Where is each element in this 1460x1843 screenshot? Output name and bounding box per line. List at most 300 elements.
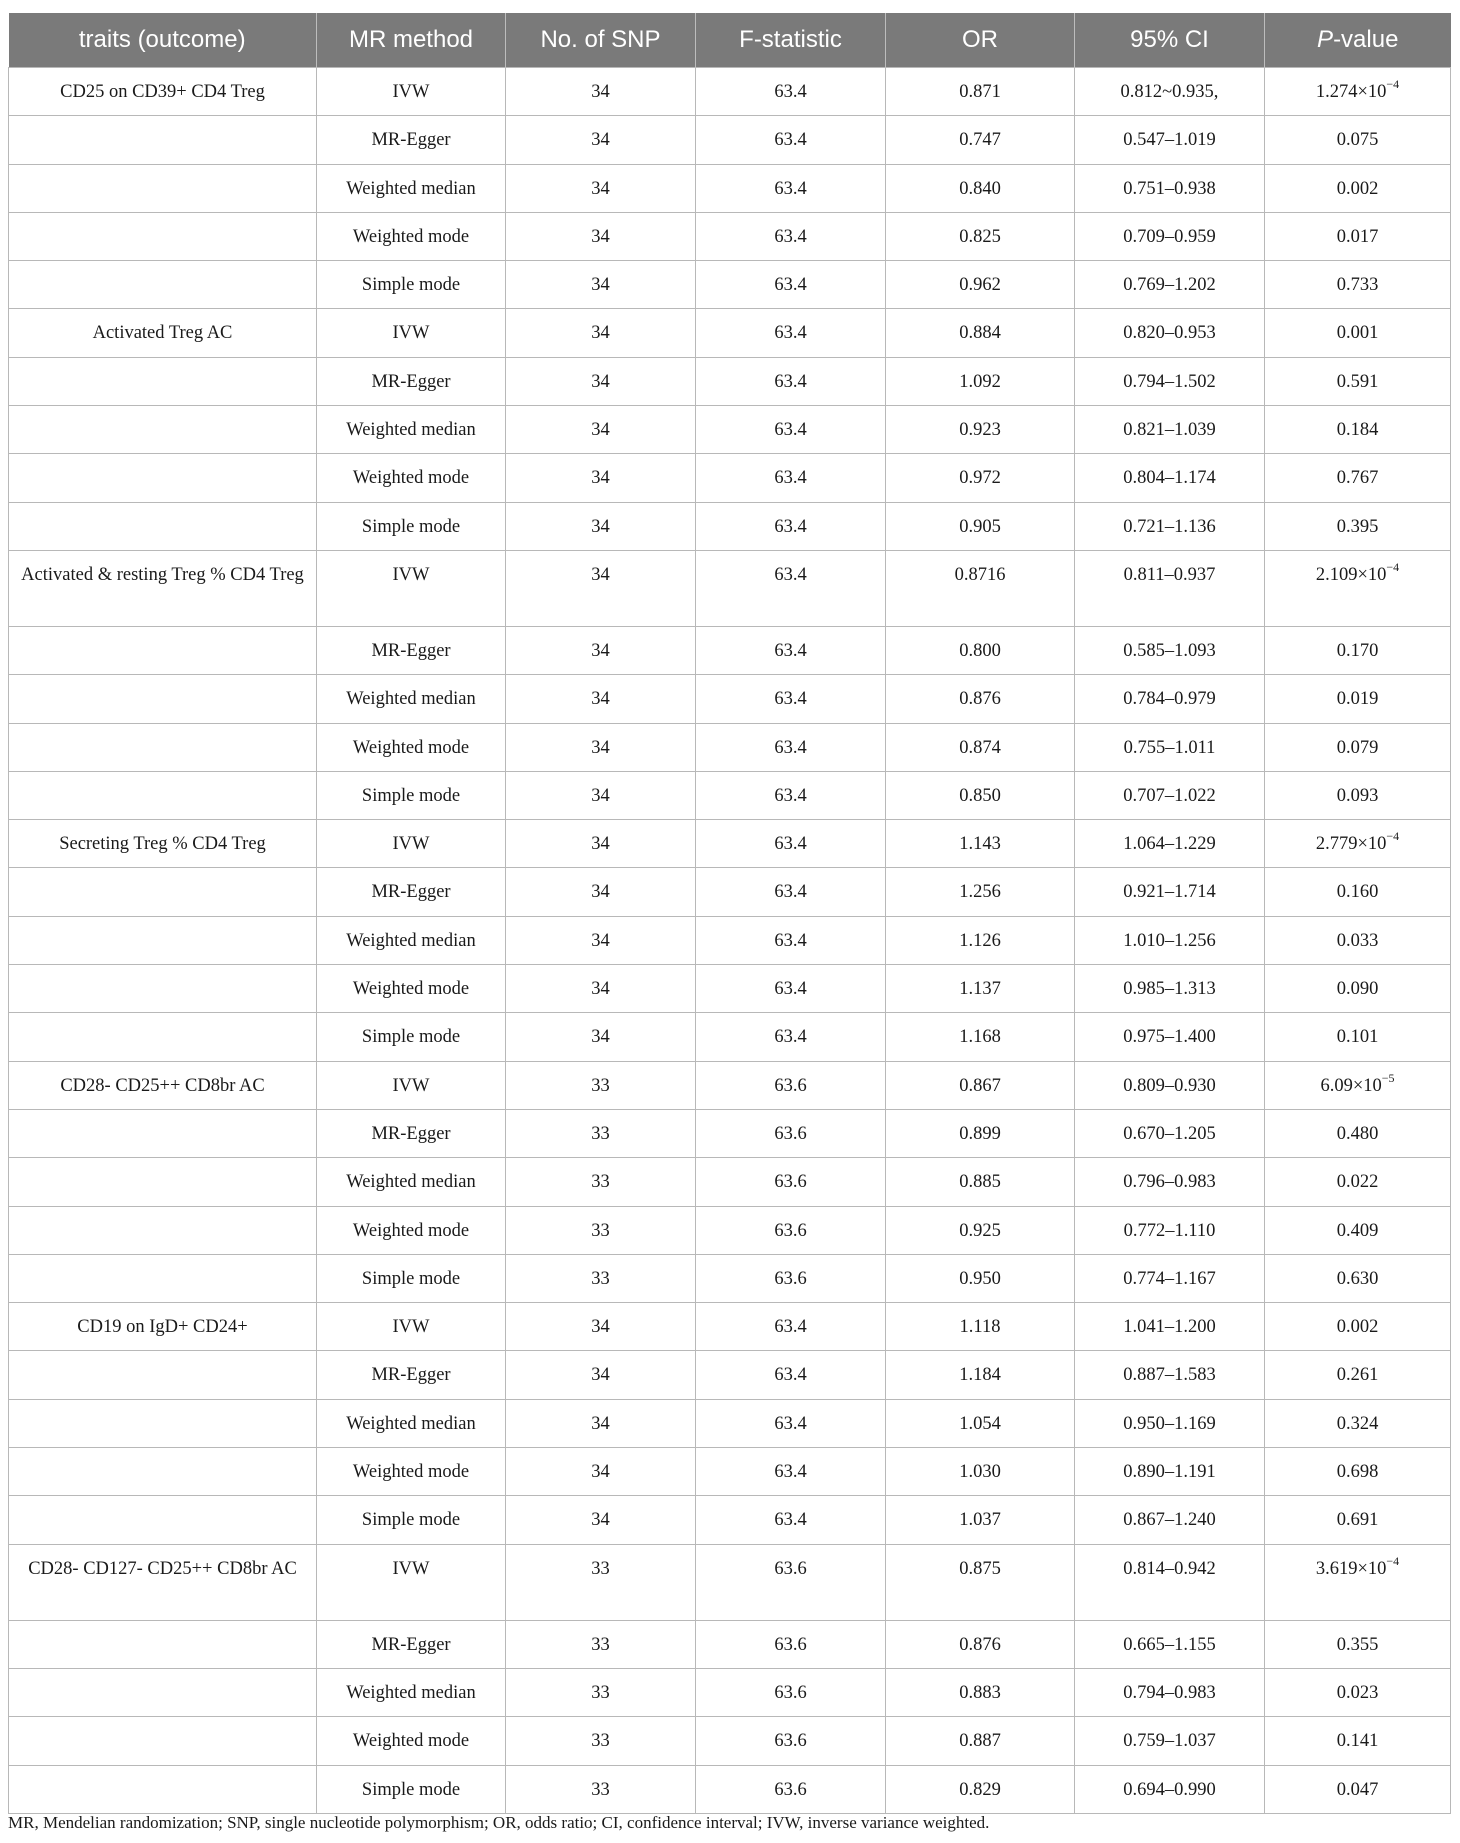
p-value-exponent: −4: [1386, 829, 1400, 844]
p-value-cell: [1265, 1061, 1451, 1109]
p-value-base: 0.033: [1336, 930, 1379, 951]
table-row: [9, 771, 1451, 819]
trait-cell: [9, 626, 317, 674]
method-cell: Weighted mode: [317, 1206, 506, 1254]
trait-cell: [9, 1448, 317, 1496]
p-value-base: 3.619×10: [1315, 1558, 1387, 1579]
snp-cell: 33: [506, 1109, 696, 1157]
ci-cell: 0.721–1.136: [1075, 502, 1265, 550]
trait-cell: [9, 1717, 317, 1765]
ci-cell: 0.794–0.983: [1075, 1668, 1265, 1716]
p-value-cell: [1265, 1717, 1451, 1765]
p-value-base: 0.395: [1336, 516, 1379, 537]
trait-cell: CD28- CD25++ CD8br AC: [9, 1061, 317, 1109]
p-value-cell: [1265, 1206, 1451, 1254]
or-cell: 1.092: [886, 357, 1075, 405]
trait-cell: [9, 164, 317, 212]
p-value-base: 0.480: [1336, 1123, 1379, 1144]
header-p-value: [1265, 13, 1451, 68]
p-value-cell: [1265, 1109, 1451, 1157]
p-value-cell: [1265, 261, 1451, 309]
p-value-base: 0.047: [1336, 1779, 1379, 1800]
ci-cell: 0.665–1.155: [1075, 1620, 1265, 1668]
f-statistic-cell: 63.4: [696, 406, 886, 454]
p-value-cell: [1265, 916, 1451, 964]
f-statistic-cell: 63.4: [696, 675, 886, 723]
method-cell: IVW: [317, 309, 506, 357]
snp-cell: 34: [506, 1496, 696, 1544]
or-cell: 1.168: [886, 1013, 1075, 1061]
p-value-cell: [1265, 1351, 1451, 1399]
p-value-cell: [1265, 116, 1451, 164]
or-cell: 1.184: [886, 1351, 1075, 1399]
trait-cell: [9, 502, 317, 550]
trait-cell: [9, 1496, 317, 1544]
table-row: [9, 1717, 1451, 1765]
or-cell: 0.972: [886, 454, 1075, 502]
or-cell: 0.875: [886, 1544, 1075, 1620]
table-row: [9, 1158, 1451, 1206]
method-cell: Simple mode: [317, 502, 506, 550]
f-statistic-cell: 63.6: [696, 1544, 886, 1620]
method-cell: MR-Egger: [317, 116, 506, 164]
p-value-cell: [1265, 1013, 1451, 1061]
ci-cell: 0.950–1.169: [1075, 1399, 1265, 1447]
table-row: [9, 965, 1451, 1013]
p-value-cell: [1265, 502, 1451, 550]
method-cell: Weighted median: [317, 406, 506, 454]
or-cell: 1.137: [886, 965, 1075, 1013]
method-cell: Weighted median: [317, 675, 506, 723]
f-statistic-cell: 63.4: [696, 771, 886, 819]
p-value-cell: [1265, 1765, 1451, 1813]
ci-cell: 0.784–0.979: [1075, 675, 1265, 723]
or-cell: 0.867: [886, 1061, 1075, 1109]
or-cell: 0.850: [886, 771, 1075, 819]
or-cell: 0.962: [886, 261, 1075, 309]
or-cell: 0.8716: [886, 550, 1075, 626]
trait-cell: [9, 406, 317, 454]
method-cell: Weighted median: [317, 1399, 506, 1447]
p-value-base: 0.698: [1336, 1462, 1379, 1483]
table-row: [9, 1061, 1451, 1109]
p-value-cell: [1265, 1620, 1451, 1668]
table-row: [9, 626, 1451, 674]
snp-cell: 34: [506, 820, 696, 868]
trait-cell: CD25 on CD39+ CD4 Treg: [9, 68, 317, 116]
ci-cell: 0.804–1.174: [1075, 454, 1265, 502]
f-statistic-cell: 63.4: [696, 212, 886, 260]
p-value-base: 0.002: [1336, 178, 1379, 199]
trait-cell: [9, 1668, 317, 1716]
f-statistic-cell: 63.4: [696, 1399, 886, 1447]
method-cell: Weighted median: [317, 164, 506, 212]
p-value-cell: [1265, 1399, 1451, 1447]
or-cell: 0.884: [886, 309, 1075, 357]
p-value-base: 0.261: [1336, 1365, 1379, 1386]
trait-cell: [9, 1254, 317, 1302]
or-cell: 1.054: [886, 1399, 1075, 1447]
p-value-cell: [1265, 357, 1451, 405]
table-row: [9, 675, 1451, 723]
table-row: [9, 164, 1451, 212]
p-value-base: 0.767: [1336, 468, 1379, 489]
or-cell: 0.925: [886, 1206, 1075, 1254]
trait-cell: CD19 on IgD+ CD24+: [9, 1303, 317, 1351]
p-value-cell: [1265, 454, 1451, 502]
p-value-cell: [1265, 626, 1451, 674]
table-row: [9, 1448, 1451, 1496]
snp-cell: 34: [506, 68, 696, 116]
f-statistic-cell: 63.4: [696, 502, 886, 550]
p-value-cell: [1265, 212, 1451, 260]
table-row: [9, 550, 1451, 626]
ci-cell: 0.890–1.191: [1075, 1448, 1265, 1496]
method-cell: Simple mode: [317, 771, 506, 819]
method-cell: MR-Egger: [317, 1109, 506, 1157]
p-value-base: 0.630: [1336, 1268, 1379, 1289]
f-statistic-cell: 63.4: [696, 965, 886, 1013]
snp-cell: 34: [506, 1303, 696, 1351]
or-cell: 0.876: [886, 1620, 1075, 1668]
p-value-cell: [1265, 1448, 1451, 1496]
snp-cell: 33: [506, 1717, 696, 1765]
method-cell: Weighted mode: [317, 965, 506, 1013]
table-row: [9, 1351, 1451, 1399]
ci-cell: 0.670–1.205: [1075, 1109, 1265, 1157]
p-value-cell: [1265, 868, 1451, 916]
ci-cell: 0.809–0.930: [1075, 1061, 1265, 1109]
method-cell: Weighted mode: [317, 212, 506, 260]
p-value-base: 0.023: [1336, 1682, 1379, 1703]
or-cell: 1.143: [886, 820, 1075, 868]
snp-cell: 34: [506, 1351, 696, 1399]
table-row: [9, 723, 1451, 771]
p-value-base: 0.141: [1336, 1731, 1379, 1752]
ci-cell: 0.814–0.942: [1075, 1544, 1265, 1620]
trait-cell: [9, 1109, 317, 1157]
table-row: [9, 1303, 1451, 1351]
trait-cell: [9, 454, 317, 502]
header-f-statistic: F-statistic: [696, 13, 886, 68]
snp-cell: 34: [506, 116, 696, 164]
method-cell: MR-Egger: [317, 868, 506, 916]
trait-cell: [9, 916, 317, 964]
method-cell: Weighted median: [317, 1668, 506, 1716]
trait-cell: [9, 1206, 317, 1254]
header-or: OR: [886, 13, 1075, 68]
trait-cell: [9, 868, 317, 916]
table-row: [9, 1109, 1451, 1157]
f-statistic-cell: 63.6: [696, 1061, 886, 1109]
ci-cell: 0.867–1.240: [1075, 1496, 1265, 1544]
ci-cell: 0.585–1.093: [1075, 626, 1265, 674]
f-statistic-cell: 63.4: [696, 1496, 886, 1544]
f-statistic-cell: 63.4: [696, 1303, 886, 1351]
p-value-base: 0.324: [1336, 1413, 1379, 1434]
p-value-base: 0.002: [1336, 1317, 1379, 1338]
ci-cell: 0.887–1.583: [1075, 1351, 1265, 1399]
ci-cell: 0.772–1.110: [1075, 1206, 1265, 1254]
ci-cell: 0.921–1.714: [1075, 868, 1265, 916]
snp-cell: 34: [506, 1399, 696, 1447]
ci-cell: 1.041–1.200: [1075, 1303, 1265, 1351]
or-cell: 0.871: [886, 68, 1075, 116]
f-statistic-cell: 63.6: [696, 1717, 886, 1765]
table-footnote: MR, Mendelian randomization; SNP, single nucleotide polymorphism; OR, odds ratio; CI, confidence interval; IVW, inverse variance weighted.: [8, 1813, 990, 1832]
snp-cell: 34: [506, 1448, 696, 1496]
trait-cell: [9, 771, 317, 819]
method-cell: Weighted mode: [317, 1448, 506, 1496]
snp-cell: 34: [506, 965, 696, 1013]
snp-cell: 34: [506, 357, 696, 405]
snp-cell: 33: [506, 1544, 696, 1620]
header-p-italic: P: [1317, 26, 1334, 53]
f-statistic-cell: 63.6: [696, 1254, 886, 1302]
or-cell: 0.923: [886, 406, 1075, 454]
ci-cell: 0.820–0.953: [1075, 309, 1265, 357]
trait-cell: [9, 675, 317, 723]
snp-cell: 33: [506, 1206, 696, 1254]
trait-cell: Activated & resting Treg % CD4 Treg: [9, 550, 317, 626]
trait-cell: [9, 1399, 317, 1447]
ci-cell: 1.010–1.256: [1075, 916, 1265, 964]
p-value-cell: [1265, 675, 1451, 723]
trait-cell: [9, 357, 317, 405]
method-cell: Simple mode: [317, 1496, 506, 1544]
method-cell: IVW: [317, 1061, 506, 1109]
f-statistic-cell: 63.6: [696, 1158, 886, 1206]
snp-cell: 33: [506, 1061, 696, 1109]
f-statistic-cell: 63.4: [696, 309, 886, 357]
snp-cell: 34: [506, 675, 696, 723]
table-row: [9, 212, 1451, 260]
or-cell: 0.876: [886, 675, 1075, 723]
table-row: [9, 868, 1451, 916]
method-cell: Weighted mode: [317, 454, 506, 502]
or-cell: 0.883: [886, 1668, 1075, 1716]
ci-cell: 0.769–1.202: [1075, 261, 1265, 309]
p-value-base: 1.274×10: [1315, 82, 1387, 102]
method-cell: IVW: [317, 1303, 506, 1351]
p-value-cell: [1265, 1254, 1451, 1302]
p-value-base: 0.001: [1336, 323, 1379, 344]
trait-cell: Activated Treg AC: [9, 309, 317, 357]
p-value-cell: [1265, 68, 1451, 116]
f-statistic-cell: 63.4: [696, 1448, 886, 1496]
table-row: [9, 1668, 1451, 1716]
or-cell: 0.874: [886, 723, 1075, 771]
p-value-cell: [1265, 164, 1451, 212]
snp-cell: 34: [506, 406, 696, 454]
p-value-cell: [1265, 723, 1451, 771]
header-mr-method: MR method: [317, 13, 506, 68]
snp-cell: 34: [506, 916, 696, 964]
f-statistic-cell: 63.6: [696, 1620, 886, 1668]
method-cell: IVW: [317, 550, 506, 626]
f-statistic-cell: 63.4: [696, 916, 886, 964]
p-value-base: 0.691: [1336, 1510, 1379, 1531]
trait-cell: [9, 1351, 317, 1399]
f-statistic-cell: 63.6: [696, 1668, 886, 1716]
or-cell: 0.829: [886, 1765, 1075, 1813]
snp-cell: 34: [506, 868, 696, 916]
p-value-cell: [1265, 1303, 1451, 1351]
f-statistic-cell: 63.4: [696, 116, 886, 164]
p-value-exponent: −5: [1381, 1070, 1395, 1085]
ci-cell: 1.064–1.229: [1075, 820, 1265, 868]
trait-cell: CD28- CD127- CD25++ CD8br AC: [9, 1544, 317, 1620]
trait-cell: Secreting Treg % CD4 Treg: [9, 820, 317, 868]
method-cell: IVW: [317, 68, 506, 116]
f-statistic-cell: 63.6: [696, 1109, 886, 1157]
snp-cell: 34: [506, 1013, 696, 1061]
table-row: [9, 309, 1451, 357]
snp-cell: 34: [506, 309, 696, 357]
f-statistic-cell: 63.4: [696, 261, 886, 309]
f-statistic-cell: 63.6: [696, 1206, 886, 1254]
ci-cell: 0.707–1.022: [1075, 771, 1265, 819]
header-p-rest: -value: [1333, 26, 1399, 53]
table-body: [9, 68, 1451, 1814]
method-cell: Weighted median: [317, 916, 506, 964]
ci-cell: 0.812~0.935,: [1075, 68, 1265, 116]
trait-cell: [9, 723, 317, 771]
snp-cell: 34: [506, 164, 696, 212]
p-value-exponent: −4: [1386, 77, 1400, 91]
method-cell: MR-Egger: [317, 1351, 506, 1399]
header-snp-count: No. of SNP: [506, 13, 696, 68]
header-row: [9, 13, 1451, 68]
method-cell: Weighted median: [317, 1158, 506, 1206]
p-value-base: 0.170: [1336, 640, 1379, 661]
p-value-cell: [1265, 820, 1451, 868]
snp-cell: 34: [506, 502, 696, 550]
f-statistic-cell: 63.4: [696, 820, 886, 868]
table-row: [9, 454, 1451, 502]
trait-cell: [9, 212, 317, 260]
f-statistic-cell: 63.6: [696, 1765, 886, 1813]
p-value-cell: [1265, 406, 1451, 454]
p-value-exponent: −4: [1386, 1553, 1400, 1568]
snp-cell: 34: [506, 626, 696, 674]
or-cell: 0.887: [886, 1717, 1075, 1765]
table-row: [9, 261, 1451, 309]
method-cell: Weighted mode: [317, 1717, 506, 1765]
trait-cell: [9, 965, 317, 1013]
or-cell: 0.840: [886, 164, 1075, 212]
or-cell: 1.037: [886, 1496, 1075, 1544]
p-value-cell: [1265, 1668, 1451, 1716]
or-cell: 0.899: [886, 1109, 1075, 1157]
header-ci: 95% CI: [1075, 13, 1265, 68]
ci-cell: 0.709–0.959: [1075, 212, 1265, 260]
f-statistic-cell: 63.4: [696, 1013, 886, 1061]
p-value-base: 6.09×10: [1320, 1075, 1382, 1096]
snp-cell: 33: [506, 1254, 696, 1302]
p-value-base: 0.733: [1336, 275, 1379, 296]
or-cell: 0.825: [886, 212, 1075, 260]
snp-cell: 33: [506, 1765, 696, 1813]
table-row: [9, 1620, 1451, 1668]
ci-cell: 0.547–1.019: [1075, 116, 1265, 164]
ci-cell: 0.796–0.983: [1075, 1158, 1265, 1206]
method-cell: MR-Egger: [317, 357, 506, 405]
or-cell: 0.747: [886, 116, 1075, 164]
snp-cell: 34: [506, 454, 696, 502]
method-cell: Simple mode: [317, 261, 506, 309]
p-value-cell: [1265, 1496, 1451, 1544]
snp-cell: 34: [506, 212, 696, 260]
f-statistic-cell: 63.4: [696, 164, 886, 212]
snp-cell: 33: [506, 1620, 696, 1668]
snp-cell: 33: [506, 1158, 696, 1206]
p-value-base: 0.409: [1336, 1220, 1379, 1241]
p-value-base: 2.779×10: [1315, 834, 1387, 855]
table-row: [9, 916, 1451, 964]
snp-cell: 34: [506, 550, 696, 626]
p-value-base: 0.075: [1336, 130, 1379, 151]
p-value-base: 0.101: [1336, 1027, 1379, 1048]
p-value-base: 0.090: [1336, 979, 1379, 1000]
header-traits: traits (outcome): [9, 13, 317, 68]
table-row: [9, 820, 1451, 868]
p-value-base: 0.022: [1336, 1172, 1379, 1193]
mr-results-table: [8, 13, 1451, 1814]
ci-cell: 0.694–0.990: [1075, 1765, 1265, 1813]
ci-cell: 0.821–1.039: [1075, 406, 1265, 454]
table-row: [9, 357, 1451, 405]
snp-cell: 34: [506, 723, 696, 771]
trait-cell: [9, 1765, 317, 1813]
p-value-exponent: −4: [1386, 559, 1400, 574]
method-cell: Simple mode: [317, 1013, 506, 1061]
or-cell: 0.885: [886, 1158, 1075, 1206]
f-statistic-cell: 63.4: [696, 626, 886, 674]
ci-cell: 0.975–1.400: [1075, 1013, 1265, 1061]
method-cell: IVW: [317, 1544, 506, 1620]
table-row: [9, 68, 1451, 116]
method-cell: MR-Egger: [317, 626, 506, 674]
p-value-cell: [1265, 309, 1451, 357]
p-value-cell: [1265, 1544, 1451, 1620]
ci-cell: 0.774–1.167: [1075, 1254, 1265, 1302]
p-value-base: 0.017: [1336, 226, 1379, 247]
trait-cell: [9, 261, 317, 309]
or-cell: 0.950: [886, 1254, 1075, 1302]
method-cell: Simple mode: [317, 1254, 506, 1302]
f-statistic-cell: 63.4: [696, 1351, 886, 1399]
p-value-base: 2.109×10: [1315, 564, 1387, 585]
or-cell: 1.118: [886, 1303, 1075, 1351]
table-row: [9, 1254, 1451, 1302]
f-statistic-cell: 63.4: [696, 868, 886, 916]
table-row: [9, 116, 1451, 164]
table-row: [9, 1013, 1451, 1061]
f-statistic-cell: 63.4: [696, 68, 886, 116]
ci-cell: 0.811–0.937: [1075, 550, 1265, 626]
f-statistic-cell: 63.4: [696, 454, 886, 502]
or-cell: 0.800: [886, 626, 1075, 674]
method-cell: Weighted mode: [317, 723, 506, 771]
trait-cell: [9, 1013, 317, 1061]
trait-cell: [9, 1158, 317, 1206]
p-value-cell: [1265, 771, 1451, 819]
results-table-wrapper: [8, 13, 1450, 1814]
table-row: [9, 1765, 1451, 1813]
table-row: [9, 1206, 1451, 1254]
method-cell: Simple mode: [317, 1765, 506, 1813]
